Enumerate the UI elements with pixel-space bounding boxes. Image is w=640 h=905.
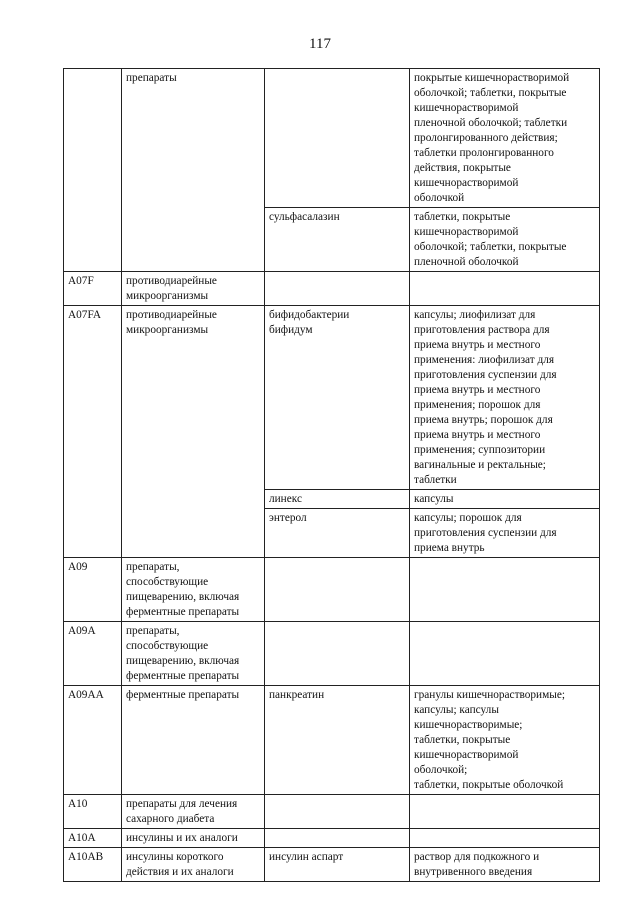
- table-row: [64, 622, 600, 686]
- table-row: [64, 795, 600, 829]
- drug-name: сульфасалазин: [265, 208, 410, 272]
- dosage-forms: [410, 622, 600, 686]
- atc-group-name: препараты: [122, 69, 265, 272]
- drug-name: [265, 829, 410, 848]
- atc-code: A07FA: [64, 306, 122, 558]
- atc-group-name: противодиарейные микроорганизмы: [122, 306, 265, 558]
- drug-name: инсулин аспарт: [265, 848, 410, 882]
- atc-code: A07F: [64, 272, 122, 306]
- drug-name: бифидобактерии бифидум: [265, 306, 410, 490]
- dosage-forms: таблетки, покрытые кишечнорастворимой оболочкой; таблетки, покрытые пленочной оболочкой: [410, 208, 600, 272]
- table-row: [64, 848, 600, 882]
- dosage-forms: гранулы кишечнорастворимые; капсулы; капсулы кишечнорастворимые; таблетки, покрытые кишечнорастворимой оболочкой; таблетки, покрытые оболочкой: [410, 686, 600, 795]
- dosage-forms: [410, 272, 600, 306]
- atc-code: A09: [64, 558, 122, 622]
- drug-name: [265, 795, 410, 829]
- dosage-forms: капсулы; лиофилизат для приготовления раствора для приема внутрь и местного применения: лиофилизат для приготовления суспензии для приема внутрь и местного применения; порошок для приема внутрь; порошок для приема внутрь и местного применения; суппозитории вагинальные и ректальные; таблетки: [410, 306, 600, 490]
- table-row: [64, 306, 600, 490]
- table-row: [64, 69, 600, 208]
- atc-code: A10: [64, 795, 122, 829]
- table-row: [64, 686, 600, 795]
- drug-name: панкреатин: [265, 686, 410, 795]
- atc-group-name: инсулины и их аналоги: [122, 829, 265, 848]
- drug-name: [265, 622, 410, 686]
- table-row: [64, 272, 600, 306]
- drug-name: [265, 558, 410, 622]
- atc-code: [64, 69, 122, 272]
- atc-code: A09A: [64, 622, 122, 686]
- drug-list-table: [63, 68, 600, 882]
- table-row: [64, 558, 600, 622]
- atc-group-name: препараты для лечения сахарного диабета: [122, 795, 265, 829]
- atc-group-name: препараты, способствующие пищеварению, включая ферментные препараты: [122, 558, 265, 622]
- atc-group-name: ферментные препараты: [122, 686, 265, 795]
- atc-code: A09AA: [64, 686, 122, 795]
- page-number: 117: [309, 36, 331, 52]
- dosage-forms: [410, 795, 600, 829]
- dosage-forms: раствор для подкожного и внутривенного введения: [410, 848, 600, 882]
- drug-name: [265, 272, 410, 306]
- dosage-forms: [410, 558, 600, 622]
- dosage-forms: капсулы: [410, 490, 600, 509]
- atc-code: A10A: [64, 829, 122, 848]
- atc-group-name: инсулины короткого действия и их аналоги: [122, 848, 265, 882]
- atc-group-name: противодиарейные микроорганизмы: [122, 272, 265, 306]
- dosage-forms: [410, 829, 600, 848]
- table-row: [64, 829, 600, 848]
- drug-name: линекс: [265, 490, 410, 509]
- dosage-forms: покрытые кишечнорастворимой оболочкой; таблетки, покрытые кишечнорастворимой пленочной оболочкой; таблетки пролонгированного действия; таблетки пролонгированного действия, покрытые кишечнорастворимой оболочкой: [410, 69, 600, 208]
- atc-group-name: препараты, способствующие пищеварению, включая ферментные препараты: [122, 622, 265, 686]
- dosage-forms: капсулы; порошок для приготовления суспензии для приема внутрь: [410, 509, 600, 558]
- drug-name: энтерол: [265, 509, 410, 558]
- atc-code: A10AB: [64, 848, 122, 882]
- drug-name: [265, 69, 410, 208]
